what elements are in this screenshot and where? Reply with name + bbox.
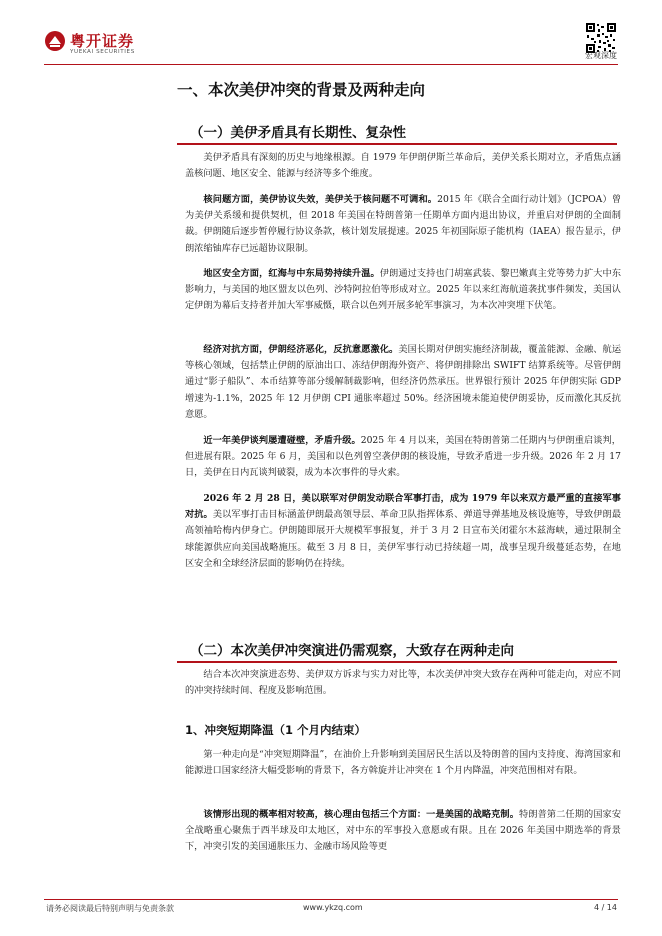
paragraph-text: 美国长期对伊朗实施经济制裁，覆盖能源、金融、航运等核心领域，包括禁止伊朗的原油出口、冻结伊朗海外资产、将伊朗排除出 SWIFT 结算系统等。尽管伊朗通过“影子船队”、本币结算等部分缓解制裁影响，但经济仍然承压。世界银行预计 2025 年伊朗实际 GDP 增速为-1.1%，2025 年 12 月伊朗 CPI 通胀率超过 50%。经济困境未能迫使伊朗妥协，反而激化其反抗意愿。 — [185, 344, 622, 420]
paragraph-lead: 经济对抗方面，伊朗经济恶化，反抗意愿激化。 — [203, 344, 399, 355]
paragraph-strike — [185, 491, 621, 572]
page-header — [0, 0, 662, 70]
paragraph-scenario-1 — [185, 747, 621, 779]
brand-name-en: YUEKAI SECURITIES — [70, 49, 135, 55]
paragraph-text: 美伊矛盾具有深刻的历史与地缘根源。自 1979 年伊朗伊斯兰革命后，美伊关系长期对立，矛盾焦点涵盖核问题、地区安全、能源与经济等多个维度。 — [185, 152, 621, 180]
paragraph-text: 2025 年 4 月以来，美国在特朗普第二任期内与伊朗重启谈判，但进展有限。2025 年 6 月，美国和以色列曾空袭伊朗的核设施，导致矛盾进一步升级。2026 年 2 月 17 日，美伊在日内瓦谈判破裂，成为本次事件的导火索。 — [185, 435, 621, 479]
paragraph-text: 2015 年《联合全面行动计划》（JCPOA）曾为美伊关系缓和提供契机，但 2018 年美国在特朗普第一任期单方面内退出协议，并重启对伊朗的全面制裁。伊朗随后逐步暂停履行协议条款，核计划发展提速。2025 年初国际原子能机构（IAEA）报告显示，伊朗浓缩铀库存已远超协议限制。 — [185, 194, 622, 254]
paragraph-lead: 近一年美伊谈判屡遭碰壁，矛盾升级。 — [203, 435, 361, 446]
paragraph-probability — [185, 807, 621, 856]
paragraph-text: 美以军事打击目标涵盖伊朗最高领导层、革命卫队指挥体系、弹道导弹基地及核设施等，导致伊朗最高领袖哈梅内伊身亡。伊朗随即展开大规模军事报复，并于 3 月 2 日宣布关闭霍尔木兹海峡，通过限制全球能源供应向美国战略施压。截至 3 月 8 日，美伊军事行动已持续超一周，战事呈现升级蔓延态势，在地区安全和全球经济层面的影响仍在持续。 — [185, 509, 622, 569]
paragraph-text: 伊朗通过支持也门胡塞武装、黎巴嫩真主党等势力扩大中东影响力，与美国的地区盟友以色列、沙特阿拉伯等形成对立。2025 年以来红海航道袭扰事件频发，美国认定伊朗为幕后支持者并加大军事威慑，联合以色列开展多轮军事演习，为本次冲突埋下伏笔。 — [185, 268, 622, 312]
brand-logo — [44, 30, 152, 60]
subsection-title-1: （一）美伊矛盾具有长期性、复杂性 — [190, 125, 406, 141]
brand-name: 粤开证券 — [70, 32, 135, 50]
paragraph-lead: 核问题方面，美伊协议失效，美伊关于核问题不可调和。 — [203, 194, 438, 205]
paragraph-security — [185, 266, 621, 315]
section-tag: 宏观深度 — [585, 51, 617, 60]
page-number: 4 / 14 — [593, 903, 617, 912]
header-divider — [44, 64, 618, 65]
scenario-heading-1: 1、冲突短期降温（1 个月内结束） — [185, 723, 367, 737]
paragraph-text: 特朗普第二任期的国家安全战略重心聚焦于西半球及印太地区，对中东的军事投入意愿或有限。且在 2026 年美国中期选举的背景下，冲突引发的美国通胀压力、金融市场风险等更 — [185, 809, 622, 853]
footer-divider — [44, 899, 618, 900]
subsection-divider-2 — [177, 661, 617, 663]
paragraph-lead: 该情形出现的概率相对较高，核心理由包括三个方面：一是美国的战略克制。 — [203, 809, 519, 820]
paragraph-overview — [185, 667, 621, 699]
subsection-title-2: （二）本次美伊冲突演进仍需观察，大致存在两种走向 — [190, 643, 514, 659]
paragraph-lead: 2026 年 2 月 28 日，美以联军对伊朗发动联合军事打击，成为 1979 年以来双方最严重的直接军事对抗。 — [185, 493, 621, 521]
section-title: 一、本次美伊冲突的背景及两种走向 — [177, 81, 426, 99]
paragraph-negotiation — [185, 433, 621, 482]
footer-disclaimer-link[interactable]: 请务必阅读最后特别声明与免责条款 — [46, 904, 174, 913]
paragraph-lead: 地区安全方面，红海与中东局势持续升温。 — [203, 268, 380, 279]
paragraph-economy — [185, 342, 621, 423]
paragraph-text: 结合本次冲突演进态势、美伊双方诉求与实力对比等，本次美伊冲突大致存在两种可能走向，对应不同的冲突持续时间、程度及影响范围。 — [185, 669, 621, 697]
paragraph-intro — [185, 150, 621, 182]
paragraph-nuclear — [185, 192, 621, 257]
brand-logo-icon — [44, 30, 66, 52]
subsection-divider-1 — [177, 143, 617, 145]
paragraph-text: 第一种走向是“冲突短期降温”，在油价上升影响到美国居民生活以及特朗普的国内支持度、海湾国家和能源进口国家经济大幅受影响的背景下，各方斡旋并让冲突在 1 个月内降温，冲突范围相对有限。 — [185, 749, 621, 777]
footer-url-link[interactable]: www.ykzq.com — [303, 903, 363, 912]
